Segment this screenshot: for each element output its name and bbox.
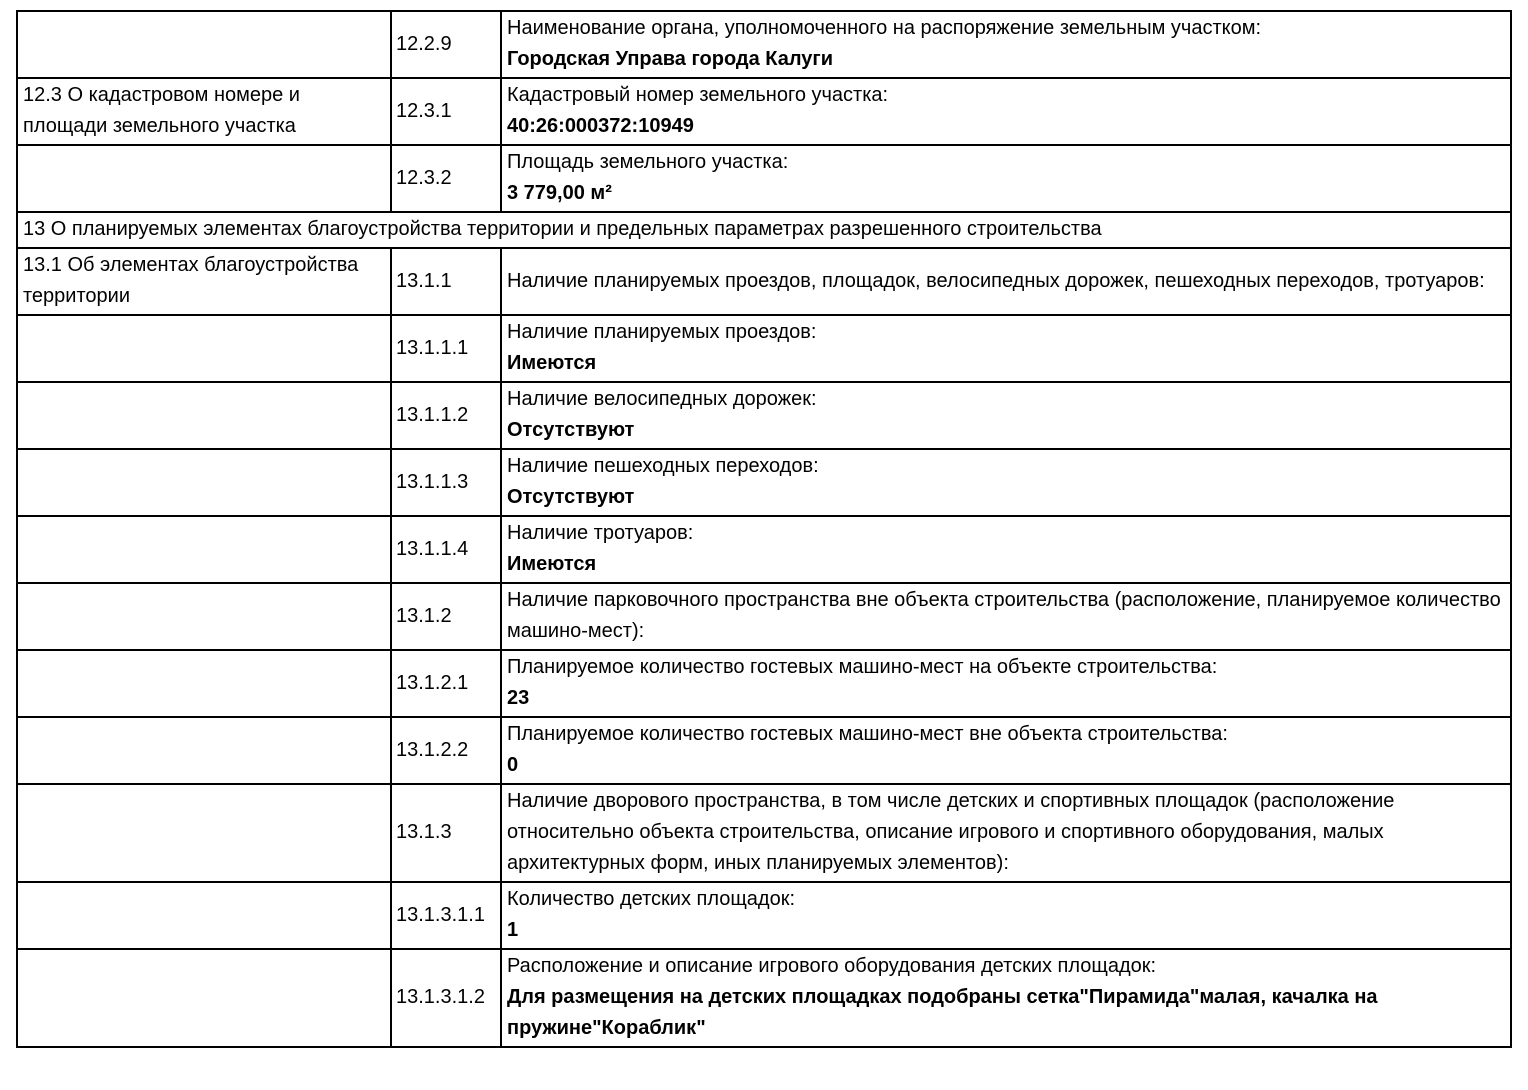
- field-value: 40:26:000372:10949: [507, 115, 694, 137]
- field-value: Городская Управа города Калуги: [507, 48, 834, 70]
- field-label: Наименование органа, уполномоченного на распоряжение земельным участком:: [507, 17, 1262, 39]
- table-row: [17, 78, 1511, 145]
- table-row: [17, 650, 1511, 717]
- content-cell: [501, 78, 1511, 145]
- field-label: Расположение и описание игрового оборудования детских площадок:: [507, 955, 1157, 977]
- field-value: 3 779,00 м²: [507, 182, 612, 204]
- item-number-cell: 12.3.1: [391, 78, 501, 145]
- content-cell: [501, 949, 1511, 1047]
- field-value: 23: [507, 687, 530, 709]
- section-title-cell: [17, 145, 391, 212]
- table-row: [17, 583, 1511, 650]
- field-value: Для размещения на детских площадках подобраны сетка"Пирамида"малая, качалка на пружине"Кораблик": [507, 986, 1378, 1039]
- field-value: Отсутствуют: [507, 419, 635, 441]
- field-label: Количество детских площадок:: [507, 888, 796, 910]
- section-header-cell: 13 О планируемых элементах благоустройства территории и предельных параметрах разрешенного строительства: [17, 212, 1511, 248]
- section-title-cell: [17, 449, 391, 516]
- section-title-cell: [17, 784, 391, 882]
- section-title-cell: [17, 583, 391, 650]
- content-cell: [501, 717, 1511, 784]
- field-label: Наличие пешеходных переходов:: [507, 455, 819, 477]
- item-number-cell: 13.1.1.4: [391, 516, 501, 583]
- field-label: Наличие парковочного пространства вне объекта строительства (расположение, планируемое количество машино-мест):: [507, 589, 1501, 642]
- table-row: [17, 449, 1511, 516]
- content-cell: [501, 11, 1511, 78]
- item-number-cell: 13.1.3.1.2: [391, 949, 501, 1047]
- table-row: [17, 516, 1511, 583]
- content-cell: [501, 650, 1511, 717]
- table-row: [17, 949, 1511, 1047]
- table-row: [17, 382, 1511, 449]
- content-cell: [501, 382, 1511, 449]
- item-number-cell: 13.1.1.3: [391, 449, 501, 516]
- content-cell: [501, 145, 1511, 212]
- section-title-cell: 13.1 Об элементах благоустройства территории: [17, 248, 391, 315]
- table-body: [17, 11, 1511, 1047]
- section-title-cell: 12.3 О кадастровом номере и площади земельного участка: [17, 78, 391, 145]
- field-label: Планируемое количество гостевых машино-мест на объекте строительства:: [507, 656, 1218, 678]
- item-number-cell: 13.1.1.2: [391, 382, 501, 449]
- table-row: [17, 315, 1511, 382]
- item-number-cell: 13.1.2.1: [391, 650, 501, 717]
- item-number-cell: 13.1.2.2: [391, 717, 501, 784]
- content-cell: [501, 516, 1511, 583]
- item-number-cell: 12.3.2: [391, 145, 501, 212]
- item-number-cell: 12.2.9: [391, 11, 501, 78]
- section-header-row: [17, 212, 1511, 248]
- field-label: Наличие дворового пространства, в том числе детских и спортивных площадок (расположение относительно объекта строительства, описание игрового и спортивного оборудования, малых архитектурных форм, иных планируемых элементов):: [507, 790, 1395, 874]
- content-cell: [501, 784, 1511, 882]
- section-title-cell: [17, 717, 391, 784]
- field-value: 0: [507, 754, 519, 776]
- content-cell: [501, 248, 1511, 315]
- table-row: [17, 248, 1511, 315]
- field-label: Кадастровый номер земельного участка:: [507, 84, 889, 106]
- section-title-cell: [17, 315, 391, 382]
- table-row: [17, 717, 1511, 784]
- item-number-cell: 13.1.3.1.1: [391, 882, 501, 949]
- field-value: Имеются: [507, 352, 597, 374]
- section-title-cell: [17, 382, 391, 449]
- field-label: Наличие велосипедных дорожек:: [507, 388, 817, 410]
- table-row: [17, 784, 1511, 882]
- field-label: Наличие планируемых проездов:: [507, 321, 817, 343]
- item-number-cell: 13.1.1: [391, 248, 501, 315]
- section-title-cell: [17, 650, 391, 717]
- table-row: [17, 11, 1511, 78]
- content-cell: [501, 315, 1511, 382]
- field-value: 1: [507, 919, 519, 941]
- field-value: Имеются: [507, 553, 597, 575]
- project-declaration-table: [16, 10, 1512, 1048]
- content-cell: [501, 583, 1511, 650]
- section-title-cell: [17, 882, 391, 949]
- field-label: Наличие планируемых проездов, площадок, велосипедных дорожек, пешеходных переходов, тротуаров:: [507, 269, 1485, 292]
- content-cell: [501, 882, 1511, 949]
- field-value: Отсутствуют: [507, 486, 635, 508]
- section-title-cell: [17, 11, 391, 78]
- item-number-cell: 13.1.2: [391, 583, 501, 650]
- field-label: Площадь земельного участка:: [507, 151, 789, 173]
- section-title-cell: [17, 949, 391, 1047]
- table-row: [17, 882, 1511, 949]
- section-title-cell: [17, 516, 391, 583]
- item-number-cell: 13.1.3: [391, 784, 501, 882]
- field-label: Планируемое количество гостевых машино-мест вне объекта строительства:: [507, 723, 1228, 745]
- table-row: [17, 145, 1511, 212]
- field-label: Наличие тротуаров:: [507, 522, 694, 544]
- content-cell: [501, 449, 1511, 516]
- item-number-cell: 13.1.1.1: [391, 315, 501, 382]
